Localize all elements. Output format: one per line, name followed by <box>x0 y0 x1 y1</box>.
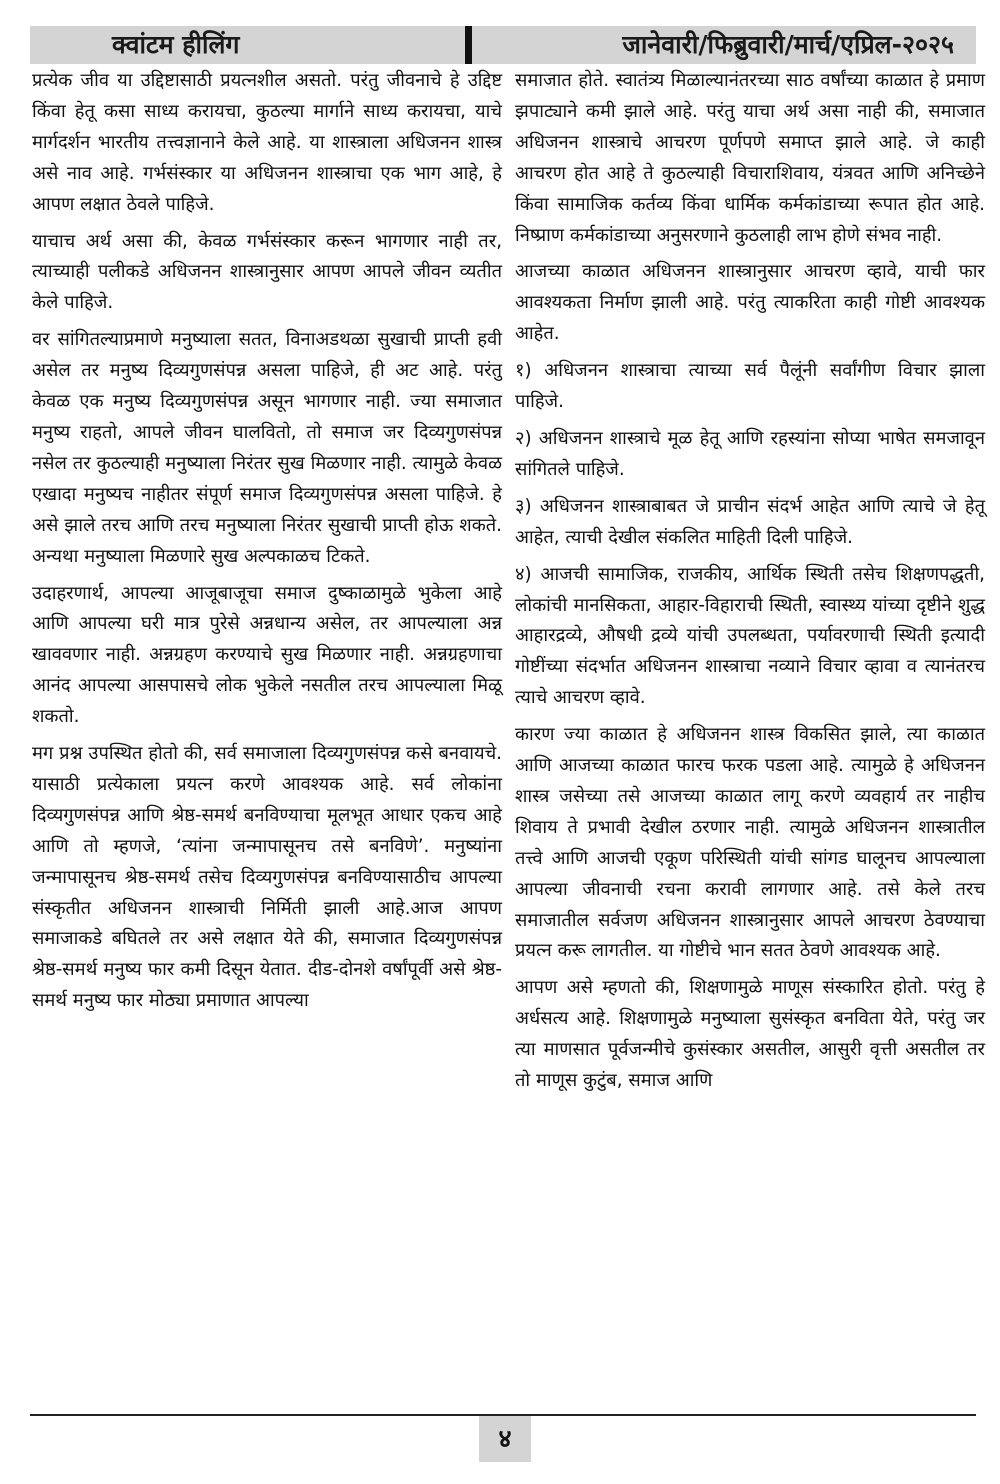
paragraph: समाजात होते. स्वातंत्र्य मिळाल्यानंतरच्या साठ वर्षांच्या काळात हे प्रमाण झपाट्याने कमी झाले आहे. परंतु याचा अर्थ असा नाही की, समाजात अधिजनन शास्त्राचे आचरण पूर्णपणे समाप्त झाले आहे. जे काही आचरण होत आहे ते कुठल्याही विचाराशिवाय, यंत्रवत आणि अनिच्छेने किंवा सामाजिक कर्तव्य किंवा धार्मिक कर्मकांडाच्या रूपात होत आहे. निष्प्राण कर्मकांडाच्या अनुसरणाने कुठलाही लाभ होणे संभव नाही. <box>515 70 985 246</box>
left-column <box>32 66 502 1023</box>
paragraph: वर सांगितल्याप्रमाणे मनुष्याला सतत, विनाअडथळा सुखाची प्राप्ती हवी असेल तर मनुष्य दिव्यगुणसंपन्न असला पाहिजे, ही अट आहे. परंतु केवळ एक मनुष्य दिव्यगुणसंपन्न असून भागणार नाही. ज्या समाजात मनुष्य राहतो, आपले जीवन घालवितो, तो समाज जर दिव्यगुणसंपन्न नसेल तर कुठल्याही मनुष्याला निरंतर सुख मिळणार नाही. त्यामुळे केवळ एखादा मनुष्यच नाहीतर संपूर्ण समाज दिव्यगुणसंपन्न असला पाहिजे. हे असे झाले तरच आणि तरच मनुष्याला निरंतर सुखाची प्राप्ती होऊ शकते. अन्यथा मनुष्याला मिळणारे सुख अल्पकाळच टिकते. <box>32 329 502 567</box>
paragraph: प्रत्येक जीव या उद्दिष्टासाठी प्रयत्नशील असतो. परंतु जीवनाचे हे उद्दिष्ट किंवा हेतू कसा साध्य करायचा, कुठल्या मार्गाने साध्य करायचा, याचे मार्गदर्शन भारतीय तत्त्वज्ञानाने केले आहे. या शास्त्राला अधिजनन शास्त्र असे नाव आहे. गर्भसंस्कार या अधिजनन शास्त्राचा एक भाग आहे, हे आपण लक्षात ठेवले पाहिजे. <box>32 70 502 215</box>
page-header <box>30 26 976 64</box>
paragraph: उदाहरणार्थ, आपल्या आजूबाजूचा समाज दुष्काळामुळे भुकेला आहे आणि आपल्या घरी मात्र पुरेसे अन्नधान्य असेल, तर आपल्याला अन्न खाववणार नाही. अन्नग्रहण करण्याचे सुख मिळणार नाही. अन्नग्रहणाचा आनंद आपल्या आसपासचे लोक भुकेले नसतील तरच आपल्याला मिळू शकतो. <box>32 582 502 728</box>
magazine-title: क्वांटम हीलिंग <box>112 30 240 59</box>
list-item: ३) अधिजनन शास्त्राबाबत जे प्राचीन संदर्भ आहेत आणि त्याचे जे हेतू आहेत, त्याची देखील संकलित माहिती दिली पाहिजे. <box>515 495 985 548</box>
page-number: ४ <box>479 1416 531 1462</box>
list-item: १) अधिजनन शास्त्राचा त्याच्या सर्व पैलूंनी सर्वांगीण विचार झाला पाहिजे. <box>515 360 985 413</box>
list-item: ४) आजची सामाजिक, राजकीय, आर्थिक स्थिती तसेच शिक्षणपद्धती, लोकांची मानसिकता, आहार-विहाराची स्थिती, स्वास्थ्य यांच्या दृष्टीने शुद्ध आहारद्रव्ये, औषधी द्रव्ये यांची उपलब्धता, पर्यावरणाची स्थिती इत्यादी गोष्टींच्या संदर्भात अधिजनन शास्त्राचा नव्याने विचार व्हावा व त्यानंतरच त्याचे आचरण व्हावे. <box>515 563 985 709</box>
paragraph: आजच्या काळात अधिजनन शास्त्रानुसार आचरण व्हावे, याची फार आवश्यकता निर्माण झाली आहे. परंतु त्याकरिता काही गोष्टी आवश्यक आहेत. <box>515 261 985 345</box>
header-divider <box>465 26 472 64</box>
paragraph: याचाच अर्थ असा की, केवळ गर्भसंस्कार करून भागणार नाही तर, त्याच्याही पलीकडे अधिजनन शास्त्रानुसार आपण आपले जीवन व्यतीत केले पाहिजे. <box>32 230 502 314</box>
list-item: २) अधिजनन शास्त्राचे मूळ हेतू आणि रहस्यांना सोप्या भाषेत समजावून सांगितले पाहिजे. <box>515 427 985 480</box>
issue-date: जानेवारी/फिब्रुवारी/मार्च/एप्रिल-२०२५ <box>622 30 954 59</box>
paragraph: कारण ज्या काळात हे अधिजनन शास्त्र विकसित झाले, त्या काळात आणि आजच्या काळात फारच फरक पडला आहे. त्यामुळे हे अधिजनन शास्त्र जसेच्या तसे आजच्या काळात लागू करणे व्यवहार्य तर नाहीच शिवाय ते प्रभावी देखील ठरणार नाही. त्यामुळे अधिजनन शास्त्रातील तत्त्वे आणि आजची एकूण परिस्थिती यांची सांगड घालूनच आपल्याला आपल्या जीवनाची रचना करावी लागणार आहे. तसे केले तरच समाजातील सर्वजण अधिजनन शास्त्रानुसार आपले आचरण ठेवण्याचा प्रयत्न करू लागतील. या गोष्टीचे भान सतत ठेवणे आवश्यक आहे. <box>515 724 985 962</box>
right-column <box>515 66 985 1103</box>
paragraph: मग प्रश्न उपस्थित होतो की, सर्व समाजाला दिव्यगुणसंपन्न कसे बनवायचे. यासाठी प्रत्येकाला प्रयत्न करणे आवश्यक आहे. सर्व लोकांना दिव्यगुणसंपन्न आणि श्रेष्ठ-समर्थ बनविण्याचा मूलभूत आधार एकच आहे आणि तो म्हणजे, ‘त्यांना जन्मापासूनच तसे बनविणे’. मनुष्यांना जन्मापासूनच श्रेष्ठ-समर्थ तसेच दिव्यगुणसंपन्न बनविण्यासाठीच आपल्या संस्कृतीत अधिजनन शास्त्राची निर्मिती झाली आहे.आज आपण समाजाकडे बघितले तर असे लक्षात येते की, समाजात दिव्यगुणसंपन्न श्रेष्ठ-समर्थ मनुष्य फार कमी दिसून येतात. दीड-दोनशे वर्षांपूर्वी असे श्रेष्ठ-समर्थ मनुष्य फार मोठ्या प्रमाणात आपल्या <box>32 743 502 1012</box>
paragraph: आपण असे म्हणतो की, शिक्षणामुळे माणूस संस्कारित होतो. परंतु हे अर्धसत्य आहे. शिक्षणामुळे मनुष्याला सुसंस्कृत बनविता येते, परंतु जर त्या माणसात पूर्वजन्मीचे कुसंस्कार असतील, आसुरी वृत्ती असतील तर तो माणूस कुटुंब, समाज आणि <box>515 977 985 1092</box>
